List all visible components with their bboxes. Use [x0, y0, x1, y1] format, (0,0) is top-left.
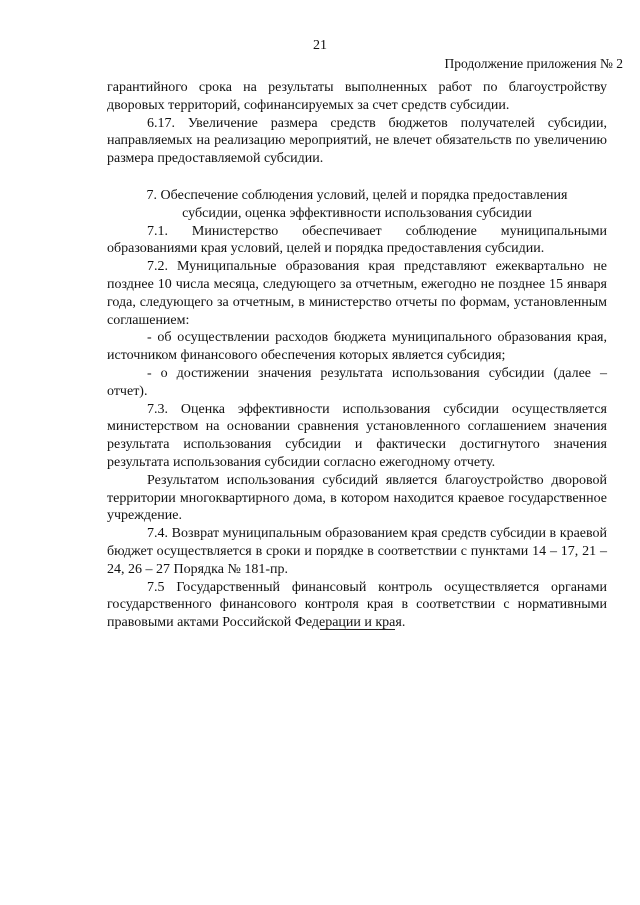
- page-number: 21: [313, 38, 327, 53]
- section-heading-line-2: субсидии, оценка эффективности использования субсидии: [182, 205, 532, 221]
- paragraph-7-1: 7.1. Министерство обеспечивает соблюдение муниципальными образованиями края условий, целей и порядка предоставления субсидии.: [107, 223, 607, 257]
- paragraph-subsidy-result: Результатом использования субсидий является благоустройство дворовой территории многоквартирного дома, в котором находится краевое государственное учреждение.: [107, 472, 607, 524]
- document-body: [107, 79, 607, 632]
- list-item-expenditure-report: - об осуществлении расходов бюджета муниципального образования края, источником финансового обеспечения которых является субсидия;: [107, 330, 607, 364]
- paragraph-warranty-period: гарантийного срока на результаты выполненных работ по благоустройству дворовых территорий, софинансируемых за счет средств субсидии.: [107, 80, 607, 113]
- section-heading-line-1: 7. Обеспечение соблюдения условий, целей и порядка предоставления: [146, 187, 568, 203]
- section-7-heading: [107, 187, 607, 223]
- paragraph-7-3: 7.3. Оценка эффективности использования субсидии осуществляется министерством на основании сравнения установленного соглашением значения результата использования субсидии и фактически достигнутого значения результата использования субсидии согласно ежегодному отчету.: [107, 401, 607, 470]
- appendix-continuation-label: Продолжение приложения № 2: [444, 56, 623, 71]
- paragraph-7-4: 7.4. Возврат муниципальным образованием края средств субсидии в краевой бюджет осуществляется в сроки и порядке в соответствии с пунктами 14 – 17, 21 – 24, 26 – 27 Порядка № 181-пр.: [107, 526, 607, 577]
- end-of-text-separator: [320, 629, 395, 630]
- paragraph-6-17: 6.17. Увеличение размера средств бюджетов получателей субсидии, направляемых на реализацию мероприятий, не влечет обязательств по увеличению размера предоставляемой субсидии.: [107, 115, 607, 167]
- paragraph-7-5: 7.5 Государственный финансовый контроль осуществляется органами государственного финансового контроля края в соответствии с нормативными правовыми актами Российской Федерации и края.: [107, 579, 607, 631]
- list-item-result-report: - о достижении значения результата использования субсидии (далее – отчет).: [107, 365, 607, 399]
- paragraph-7-2: 7.2. Муниципальные образования края представляют ежеквартально не позднее 10 числа месяца, следующего за отчетным, ежегодно не позднее 15 января года, следующего за отчетным, в министерство отчеты по формам, установленным соглашением:: [107, 259, 607, 328]
